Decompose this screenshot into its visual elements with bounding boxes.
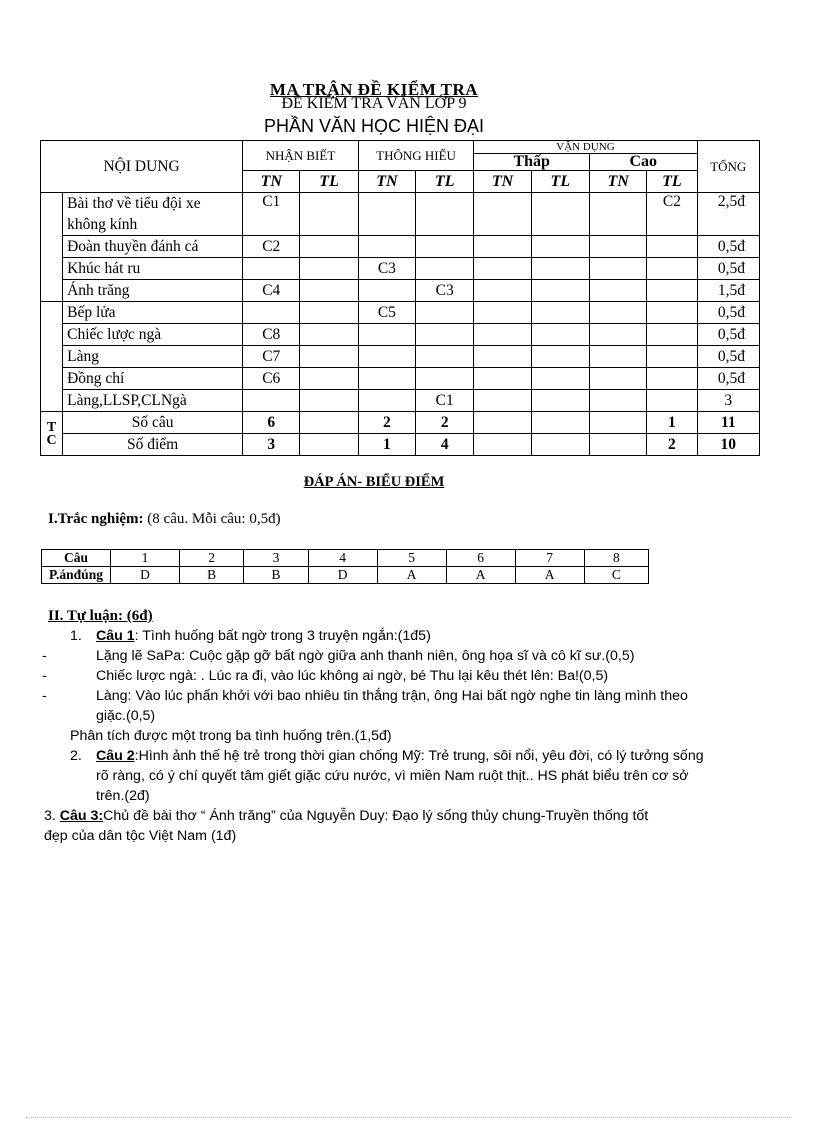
cell: [531, 258, 589, 280]
header-nhan-biet: NHẬN BIẾT: [243, 141, 359, 171]
row-total: 1,5đ: [697, 280, 759, 302]
row-total: 0,5đ: [697, 346, 759, 368]
row-name: Khúc hát ru: [63, 258, 243, 280]
cell: [243, 258, 300, 280]
header-tl: TL: [416, 171, 474, 193]
table-row: [41, 258, 760, 280]
cell: [300, 236, 358, 258]
row-total: 0,5đ: [697, 236, 759, 258]
list-item: [42, 666, 710, 686]
answer-row-label: P.ánđúng: [42, 567, 111, 584]
cell: [300, 324, 358, 346]
cell: [474, 280, 531, 302]
cell: [416, 368, 474, 390]
tc-label: [41, 412, 63, 456]
cell: [531, 412, 589, 434]
cell: [589, 236, 646, 258]
cell: [531, 236, 589, 258]
tc-label-t: T: [46, 419, 57, 435]
mc-note: (8 câu. Mỗi câu: 0,5đ): [143, 511, 281, 527]
answer-cell: B: [244, 567, 308, 584]
cell: [300, 412, 358, 434]
cell: [531, 368, 589, 390]
cell: 2: [358, 412, 415, 434]
table-row: [41, 280, 760, 302]
cell: [474, 302, 531, 324]
dash-bullet: -: [42, 648, 47, 664]
cell: [531, 324, 589, 346]
cell: C2: [647, 193, 697, 236]
question-number: 7: [515, 550, 584, 567]
row-total: 3: [697, 390, 759, 412]
cell: [647, 390, 697, 412]
cell: [300, 390, 358, 412]
cell: [300, 346, 358, 368]
q2-text: :Hình ảnh thế hệ trẻ trong thời gian chống Mỹ: Trẻ trung, sôi nổi, yêu đời, có lý tưởng sống rõ ràng, có ý chí quyết tâm giết giặc cứu nước, vì miền Nam ruột thịt.. HS phát biểu trên cơ sở trên.(2đ): [96, 748, 704, 804]
multiple-choice-heading: [48, 511, 281, 528]
header-tn: TN: [474, 171, 531, 193]
cell: [647, 258, 697, 280]
table-row: [41, 193, 760, 236]
row-total: 0,5đ: [697, 368, 759, 390]
q2-label: Câu 2: [96, 748, 135, 764]
answer-cell: D: [111, 567, 180, 584]
matrix-table: [40, 140, 760, 456]
so-diem-label: Số điểm: [63, 434, 243, 456]
mc-label: I.Trắc nghiệm:: [48, 511, 144, 527]
answer-row-answers: [42, 567, 649, 584]
answer-cell: A: [515, 567, 584, 584]
answer-cell: A: [377, 567, 446, 584]
q1-tail: Phân tích được một trong ba tình huống trên.(1,5đ): [70, 728, 392, 744]
question-number: 6: [446, 550, 515, 567]
row-name: Ánh trăng: [63, 280, 243, 302]
cell: [647, 346, 697, 368]
row-name: Bếp lửa: [63, 302, 243, 324]
cell: [416, 302, 474, 324]
header-tl: TL: [300, 171, 358, 193]
cell: [358, 193, 415, 236]
essay-heading: II. Tự luận: (6đ): [48, 608, 153, 624]
cell: [647, 302, 697, 324]
so-cau-label: Số câu: [63, 412, 243, 434]
cell: [358, 390, 415, 412]
row-name: Chiếc lược ngà: [63, 324, 243, 346]
cell: 1: [358, 434, 415, 456]
question-number: 3: [244, 550, 308, 567]
cell: [531, 280, 589, 302]
header-tn: TN: [243, 171, 300, 193]
q3-text: Chủ đề bài thơ “ Ánh trăng” của Nguyễn Duy: Đạo lý sống thủy chung-Truyền thống tốt đẹp của dân tộc Việt Nam (1đ): [44, 808, 649, 844]
header-tong: TỔNG: [697, 141, 759, 193]
answer-cell: B: [180, 567, 244, 584]
table-row: [41, 390, 760, 412]
cell: [531, 302, 589, 324]
doc-subtitle: ĐỀ KIỂM TRA VĂN LỚP 9: [281, 95, 467, 112]
q1-item: Chiếc lược ngà: . Lúc ra đi, vào lúc không ai ngờ, bé Thu lại kêu thét lên: Ba!(0,5): [96, 668, 609, 684]
q1-number: 1.: [70, 628, 82, 644]
header-tn: TN: [589, 171, 646, 193]
cell: [647, 324, 697, 346]
cell: [589, 412, 646, 434]
cell: C3: [358, 258, 415, 280]
cell: C7: [243, 346, 300, 368]
question-2: [70, 746, 710, 806]
header-thong-hieu: THÔNG HIỂU: [358, 141, 474, 171]
table-row: [41, 346, 760, 368]
cell: [243, 390, 300, 412]
table-row: [41, 324, 760, 346]
cell: 4: [416, 434, 474, 456]
header-van-dung: VẬN DỤNG: [474, 141, 697, 154]
row-name: Bài thơ về tiểu đội xe không kính: [63, 193, 243, 236]
total-cell: 10: [697, 434, 759, 456]
row-name: Làng: [63, 346, 243, 368]
row-name: Đồng chí: [63, 368, 243, 390]
cell: [589, 258, 646, 280]
cell: [474, 390, 531, 412]
cell: [474, 258, 531, 280]
cell: [300, 368, 358, 390]
cell: [300, 434, 358, 456]
cell: C4: [243, 280, 300, 302]
cell: [647, 236, 697, 258]
cell: [474, 368, 531, 390]
answer-table: [41, 549, 649, 584]
cell: [358, 236, 415, 258]
answer-cell: D: [308, 567, 377, 584]
cell: [589, 346, 646, 368]
cell: 1: [647, 412, 697, 434]
question-number: 5: [377, 550, 446, 567]
cell: [647, 280, 697, 302]
cell: [358, 280, 415, 302]
cell: [474, 346, 531, 368]
header-thap: Thấp: [474, 154, 590, 171]
cell: [474, 236, 531, 258]
header-tl: TL: [647, 171, 697, 193]
cell: [589, 302, 646, 324]
cell: [474, 412, 531, 434]
essay-body: [42, 626, 710, 846]
cell: [589, 193, 646, 236]
cell: 6: [243, 412, 300, 434]
q1-item: Làng: Vào lúc phấn khởi với bao nhiêu tin thắng trận, ông Hai bất ngờ nghe tin làng mình theo giặc.(0,5): [96, 688, 688, 724]
list-item: [42, 686, 710, 726]
answer-cell: A: [446, 567, 515, 584]
total-cell: 11: [697, 412, 759, 434]
question-number: 4: [308, 550, 377, 567]
cell: [647, 368, 697, 390]
cell: [416, 258, 474, 280]
q3-number: 3.: [44, 808, 56, 824]
cell: [531, 390, 589, 412]
table-row-so-cau: [41, 412, 760, 434]
cell: 3: [243, 434, 300, 456]
cell: C1: [416, 390, 474, 412]
cell: [589, 324, 646, 346]
cell: [531, 193, 589, 236]
cell: [243, 302, 300, 324]
row-total: 2,5đ: [697, 193, 759, 236]
list-item: [42, 646, 710, 666]
answer-cell: C: [584, 567, 648, 584]
question-number: 1: [111, 550, 180, 567]
question-number: 8: [584, 550, 648, 567]
cell: [358, 346, 415, 368]
header-tn: TN: [358, 171, 415, 193]
page-bottom-divider: [26, 1117, 792, 1118]
cell: [358, 324, 415, 346]
question-3: [44, 806, 664, 846]
cell: [416, 346, 474, 368]
dash-bullet: -: [42, 688, 47, 704]
row-total: 0,5đ: [697, 324, 759, 346]
row-name: Làng,LLSP,CLNgà: [63, 390, 243, 412]
tc-label-c: C: [46, 432, 57, 448]
table-row-so-diem: [41, 434, 760, 456]
cell: C8: [243, 324, 300, 346]
q1-label: Câu 1: [96, 628, 135, 644]
question-1: [70, 626, 710, 646]
doc-title: MA TRẬN ĐỀ KIỂM TRA: [269, 80, 479, 99]
cell: [300, 193, 358, 236]
cell: 2: [416, 412, 474, 434]
q1-text: : Tình huống bất ngờ trong 3 truyện ngắn:(1đ5): [134, 628, 431, 644]
row-name: Đoàn thuyền đánh cá: [63, 236, 243, 258]
cell: [531, 346, 589, 368]
cell: [589, 434, 646, 456]
cell: C3: [416, 280, 474, 302]
doc-section-title: PHẦN VĂN HỌC HIỆN ĐẠI: [263, 116, 485, 136]
cell: [474, 324, 531, 346]
q3-label: Câu 3:: [59, 808, 104, 824]
cell: C1: [243, 193, 300, 236]
answer-row-label: Câu: [42, 550, 111, 567]
table-row: [41, 368, 760, 390]
cell: [589, 390, 646, 412]
q1-item: Lặng lẽ SaPa: Cuộc gặp gỡ bất ngờ giữa anh thanh niên, ông họa sĩ và cô kĩ sư.(0,5): [96, 648, 635, 664]
q2-number: 2.: [70, 748, 82, 764]
table-row: [41, 302, 760, 324]
cell: [300, 302, 358, 324]
cell: C5: [358, 302, 415, 324]
cell: [589, 280, 646, 302]
cell: [358, 368, 415, 390]
question-number: 2: [180, 550, 244, 567]
header-noi-dung: NỘI DUNG: [41, 141, 243, 193]
cell: [416, 324, 474, 346]
cell: C2: [243, 236, 300, 258]
cell: [300, 258, 358, 280]
dash-bullet: -: [42, 668, 47, 684]
answer-key-title: ĐÁP ÁN- BIỂU ĐIỂM: [303, 474, 445, 490]
cell: [300, 280, 358, 302]
answer-row-numbers: [42, 550, 649, 567]
row-total: 0,5đ: [697, 302, 759, 324]
header-cao: Cao: [589, 154, 697, 171]
cell: [531, 434, 589, 456]
cell: [416, 193, 474, 236]
cell: C6: [243, 368, 300, 390]
cell: 2: [647, 434, 697, 456]
cell: [474, 193, 531, 236]
cell: [474, 434, 531, 456]
header-tl: TL: [531, 171, 589, 193]
cell: [416, 236, 474, 258]
cell: [589, 368, 646, 390]
row-total: 0,5đ: [697, 258, 759, 280]
table-row: [41, 236, 760, 258]
